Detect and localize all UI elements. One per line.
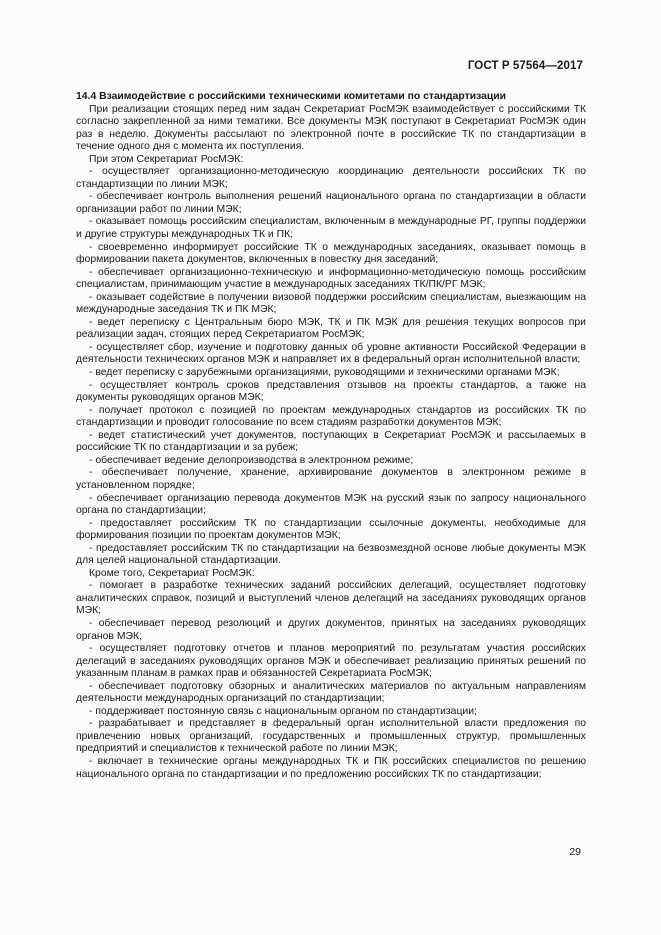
list-item: - получает протокол с позицией по проектам международных стандартов из российских ТК по стандартизации и проводит голосование по всем стадиям разработки документов МЭК; (76, 404, 586, 429)
standard-code: ГОСТ Р 57564—2017 (467, 60, 583, 72)
list-item: - разрабатывает и представляет в федеральный орган исполнительной власти предложения по привлечению новых организаций, государственных и промышленных структур, промышленных предприятий и специалистов к технической работе по линии МЭК; (76, 718, 586, 755)
list-item: - предоставляет российским ТК по стандартизации ссылочные документы, необходимые для формирования позиции по проектам документов МЭК; (76, 517, 586, 542)
paragraph: При этом Секретариат РосМЭК: (89, 153, 244, 165)
list-item: - обеспечивает перевод резолюций и других документов, принятых на заседаниях руководящих органов МЭК; (76, 617, 586, 642)
list-item: - поддерживает постоянную связь с национальным органом по стандартизации; (89, 705, 477, 717)
list-item: - обеспечивает контроль выполнения решений национального органа по стандартизации в области организации работ по линии МЭК; (76, 191, 586, 215)
paragraph: Кроме того, Секретариат РосМЭК: (89, 567, 255, 579)
list-item: - обеспечивает организационно-техническую и информационно-методическую помощь российским специалистам, принимающим участие в международных заседаниях ТК/ПК/РГ МЭК; (76, 266, 586, 291)
list-item: - предоставляет российским ТК по стандартизации на безвозмездной основе любые документы МЭК для целей национальной стандартизации. (76, 542, 586, 567)
paragraph: При реализации стоящих перед ним задач Секретариат РосМЭК взаимодействует с российскими ТК согласно закрепленной за ними тематики. Все документы МЭК поступают в Секретариат РосМЭК один раз в неделю. Документы рассылают по электронной почте в российские ТК по стандартизации в течение одного дня с момента их поступления. (76, 103, 586, 153)
page-number: 29 (569, 846, 581, 858)
list-item: - обеспечивает организацию перевода документов МЭК на русский язык по запросу национального органа по стандартизации; (76, 492, 586, 517)
list-item: - обеспечивает получение, хранение, архивирование документов в электронном режиме в установленном порядке; (76, 467, 586, 491)
list-item: - осуществляет подготовку отчетов и планов мероприятий по результатам участия российских делегаций в заседаниях руководящих органов МЭК и обеспечивает реализацию принятых решений по указанным планам в рамках прав и обязанностей Секретариата РосМЭК; (76, 643, 586, 680)
list-item: - своевременно информирует российские ТК о международных заседаниях, оказывает помощь в формировании пакета документов, включенных в повестку дня заседаний; (76, 241, 586, 266)
list-item: - осуществляет контроль сроков представления отзывов на проекты стандартов, а также на документы руководящих органов МЭК; (76, 379, 586, 404)
section-title: 14.4 Взаимодействие с российскими техническими комитетами по стандартизации (76, 91, 507, 102)
list-item: - оказывает помощь российским специалистам, включенным в международные РГ, группы поддержки и другие структуры международных ТК и ПК; (76, 216, 586, 241)
list-item: - помогает в разработке технических заданий российских делегаций, осуществляет подготовку аналитических справок, позиций и выступлений членов делегаций на заседаниях руководящих органов МЭК; (76, 580, 586, 617)
list-item: - оказывает содействие в получении визовой поддержки российским специалистам, выезжающим на международные заседания ТК и ПК МЭК; (76, 291, 586, 316)
list-item: - осуществляет организационно-методическую координацию деятельности российских ТК по стандартизации по линии МЭК; (76, 166, 586, 190)
list-item: - ведет статистический учет документов, поступающих в Секретариат РосМЭК и рассылаемых в российские ТК по стандартизации и за рубеж; (76, 429, 586, 454)
list-item: - осуществляет сбор, изучение и подготовку данных об уровне активности Российской Федерации в деятельности технических органов МЭК и направляет их в федеральный орган исполнительной власти; (76, 341, 586, 366)
list-item: - обеспечивает ведение делопроизводства в электронном режиме; (89, 454, 414, 466)
list-item: - обеспечивает подготовку обзорных и аналитических материалов по актуальным направлениям деятельности международных организаций по стандартизации; (76, 680, 586, 705)
list-item: - включает в технические органы международных ТК и ПК российских специалистов по решению национального органа по стандартизации и по предложению российских ТК по стандартизации; (76, 755, 586, 780)
list-item: - ведет переписку с Центральным бюро МЭК, ТК и ПК МЭК для решения текущих вопросов при реализации задач, стоящих перед Секретариатом РосМЭК; (76, 316, 586, 341)
list-item: - ведет переписку с зарубежными организациями, руководящими и техническими органами МЭК; (89, 367, 560, 379)
page-content (76, 91, 586, 781)
